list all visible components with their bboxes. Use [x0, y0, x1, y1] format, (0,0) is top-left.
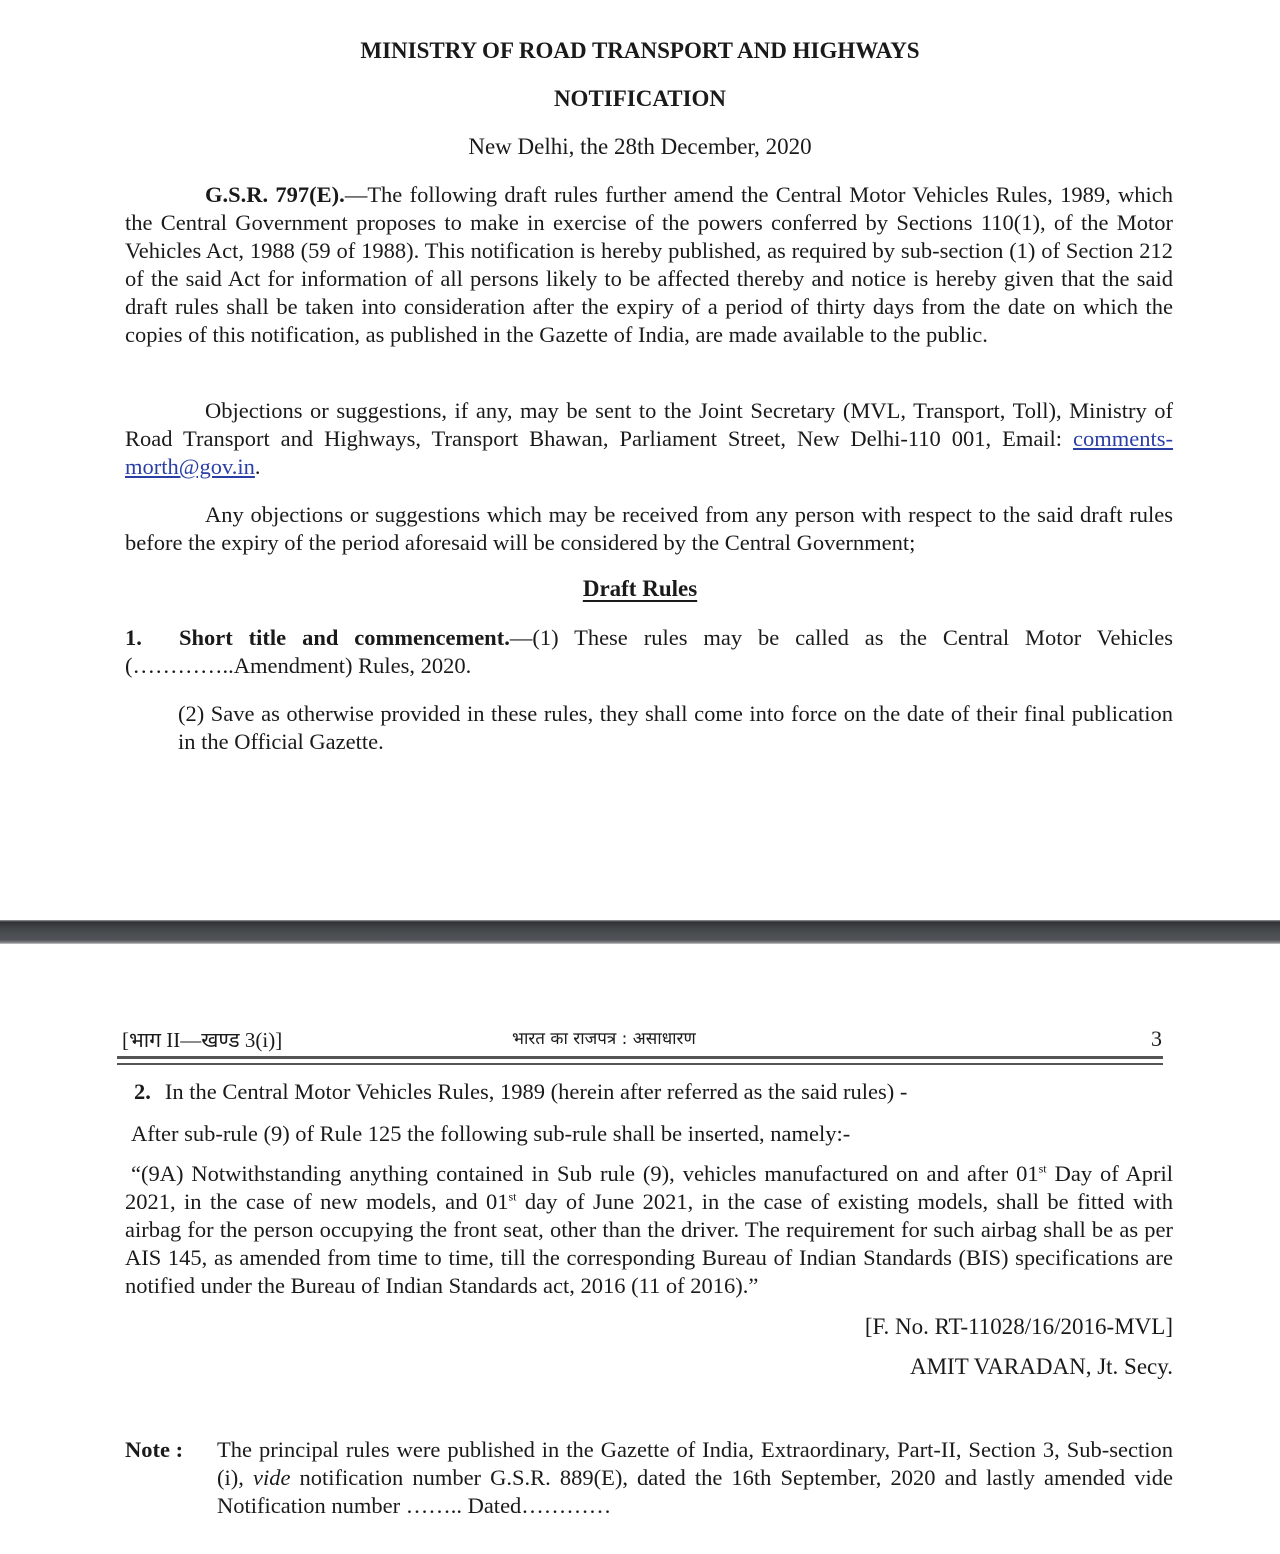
- draft-rules-title: Draft Rules: [582, 576, 698, 601]
- file-number: [F. No. RT-11028/16/2016-MVL]: [864, 1314, 1173, 1339]
- page-divider: [0, 920, 1280, 944]
- subrule-9a-text-2: Day of April 2021, in the case of new models, and 01: [125, 1161, 1174, 1214]
- email-link[interactable]: comments-morth@gov.in: [125, 426, 1173, 479]
- rule-2-text: In the Central Motor Vehicles Rules, 1989 (herein after referred as the said rules) -: [164, 1079, 908, 1104]
- note-body: [217, 1436, 1173, 1520]
- rule-2: [134, 1078, 1174, 1106]
- gazette-header: [122, 1026, 1162, 1056]
- email-suffix: .: [254, 454, 261, 479]
- rule-1-number: 1.: [125, 625, 142, 650]
- rule-1-text: —(1) These rules may be called as the Central Motor Vehicles (…………..Amendment) Rules, 2020.: [125, 625, 1173, 678]
- gsr-label: G.S.R. 797(E).: [205, 182, 345, 207]
- gsr-paragraph: [125, 181, 1173, 349]
- page-number: 3: [1151, 1026, 1162, 1051]
- subrule-9a: [125, 1160, 1173, 1300]
- insert-line: After sub-rule (9) of Rule 125 the following sub-rule shall be inserted, namely:-: [131, 1121, 851, 1146]
- note-text-1: The principal rules were published in the Gazette of India, Extraordinary, Part-II, Section 3, Sub-section (i),: [217, 1437, 1173, 1490]
- rule-2-number: 2.: [134, 1079, 151, 1104]
- note-text-2: notification number G.S.R. 889(E), dated the 16th September, 2020 and lastly amended vide Notification number …….. Dated…………: [217, 1465, 1173, 1518]
- note-vide: vide: [252, 1465, 291, 1490]
- gazette-part-section: [भाग II—खण्ड 3(i)]: [122, 1028, 283, 1052]
- rule-1: [125, 624, 1173, 680]
- ordinal-suffix: st: [1038, 1161, 1047, 1176]
- objections-paragraph: [125, 397, 1173, 481]
- notification-heading: NOTIFICATION: [553, 86, 727, 111]
- subrule-9a-text-1: “(9A) Notwithstanding anything contained in Sub rule (9), vehicles manufactured on and after 01: [131, 1161, 1039, 1186]
- gazette-title-hindi: भारत का राजपत्र : असाधारण: [512, 1029, 696, 1049]
- subrule-9a-text-3: day of June 2021, in the case of existing models, shall be fitted with airbag for the person occupying the front seat, other than the driver. The requirement for such airbag shall be as per AIS 145, as amended from time to time, till the corresponding Bureau of Indian Standards (BIS) specifications are notified under the Bureau of Indian Standards act, 2016 (11 of 2016).”: [125, 1189, 1173, 1298]
- objections-text: Objections or suggestions, if any, may be sent to the Joint Secretary (MVL, Transport, Toll), Ministry of Road Transport and Highways, Transport Bhawan, Parliament Street, New Delhi-110 001, Email:: [125, 398, 1173, 451]
- signatory: AMIT VARADAN, Jt. Secy.: [909, 1354, 1173, 1379]
- ministry-heading: MINISTRY OF ROAD TRANSPORT AND HIGHWAYS: [360, 38, 920, 63]
- any-objections-paragraph: Any objections or suggestions which may be received from any person with respect to the said draft rules before the expiry of the period aforesaid will be considered by the Central Government;: [125, 502, 1173, 555]
- note: [125, 1436, 1173, 1520]
- rule-1-heading: Short title and commencement.: [179, 625, 510, 650]
- rule-1-subrule-2: (2) Save as otherwise provided in these rules, they shall come into force on the date of their final publication in the Official Gazette.: [178, 701, 1173, 754]
- header-double-rule: [117, 1056, 1163, 1065]
- gsr-text: —The following draft rules further amend the Central Motor Vehicles Rules, 1989, which the Central Government proposes to make in exercise of the powers conferred by Sections 110(1), of the Motor Vehicles Act, 1988 (59 of 1988). This notification is hereby published, as required by sub-section (1) of Section 212 of the said Act for information of all persons likely to be affected thereby and notice is hereby given that the said draft rules shall be taken into consideration after the expiry of a period of thirty days from the date on which the copies of this notification, as published in the Gazette of India, are made available to the public.: [125, 182, 1173, 347]
- note-label: Note :: [125, 1437, 184, 1462]
- ordinal-suffix: st: [508, 1189, 517, 1204]
- place-date: New Delhi, the 28th December, 2020: [468, 134, 812, 159]
